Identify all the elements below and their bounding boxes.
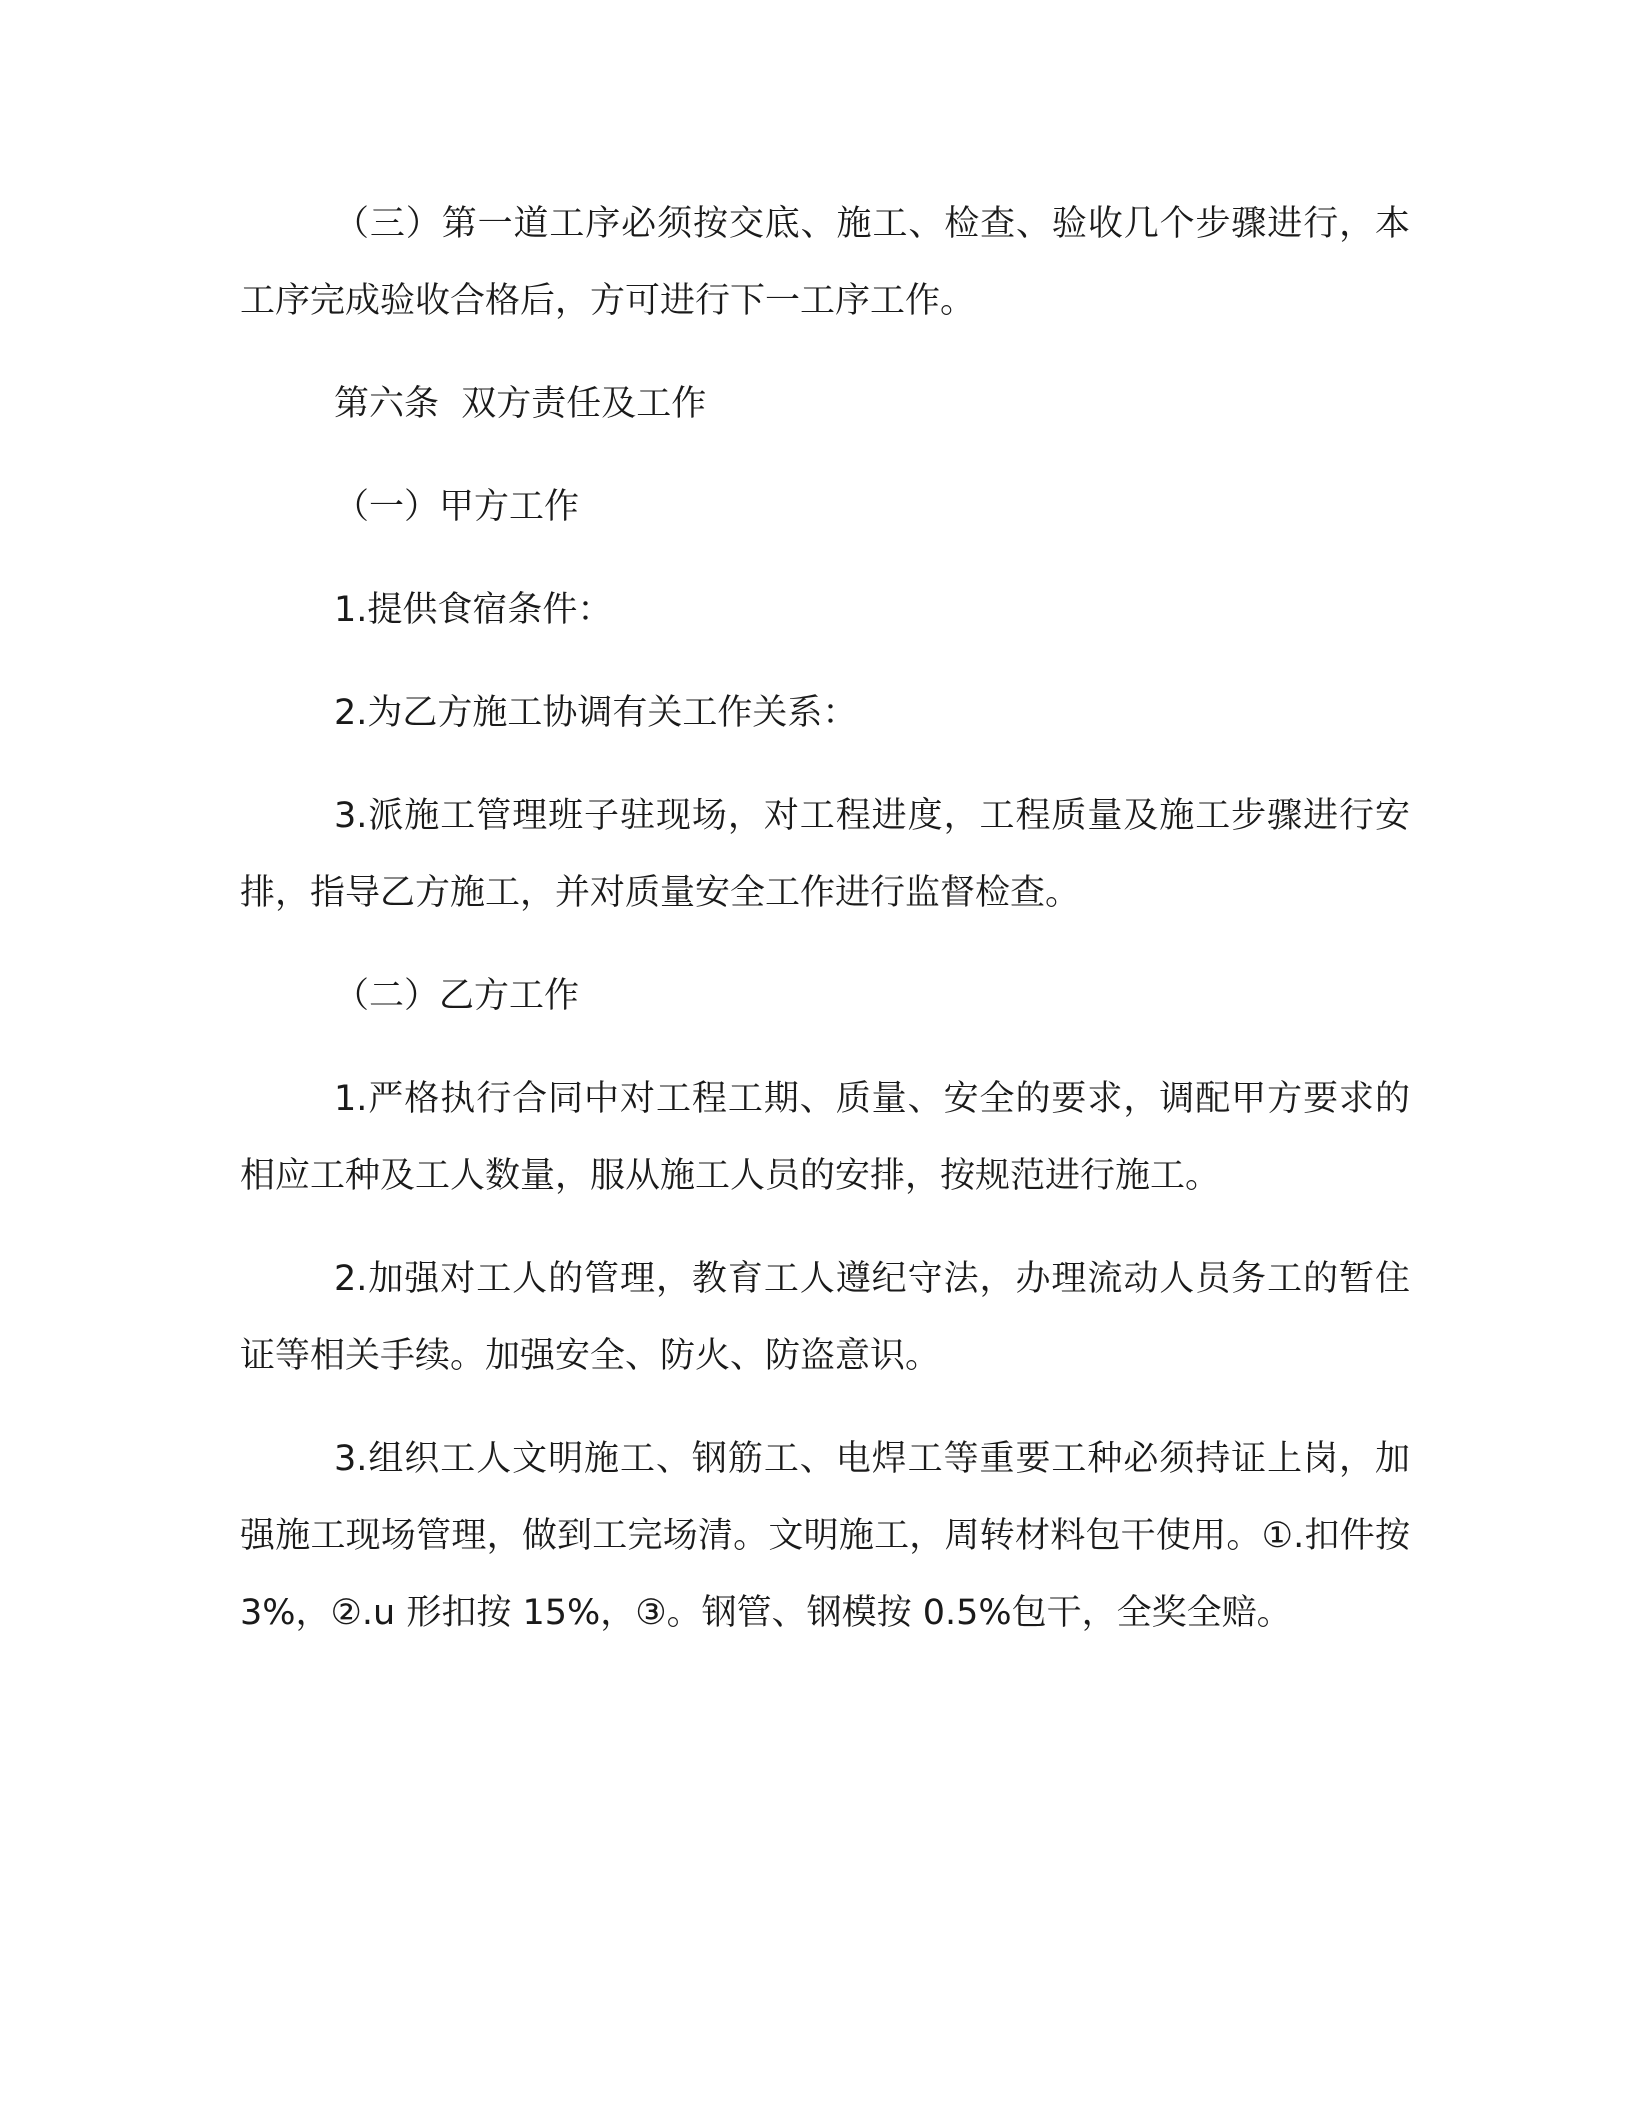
party-b-item-1: 1.严格执行合同中对工程工期、质量、安全的要求，调配甲方要求的相应工种及工人数量，服从施工人员的安排，按规范进行施工。 (240, 1079, 1410, 1196)
party-a-item-2: 2.为乙方施工协调有关工作关系： (334, 693, 858, 733)
party-b-item-2: 2.加强对工人的管理，教育工人遵纪守法，办理流动人员务工的暂住证等相关手续。加强安全、防火、防盗意识。 (240, 1259, 1410, 1376)
paragraph-process-sequence: （三）第一道工序必须按交底、施工、检查、验收几个步骤进行，本工序完成验收合格后，方可进行下一工序工作。 (240, 204, 1410, 321)
party-a-item-1: 1.提供食宿条件： (334, 590, 613, 630)
party-b-work-heading: （二）乙方工作 (334, 976, 580, 1016)
party-b-item-3: 3.组织工人文明施工、钢筋工、电焊工等重要工种必须持证上岗，加强施工现场管理，做到工完场清。文明施工，周转材料包干使用。①.扣件按 3%，②.u 形扣按 15%，③。钢管、钢模按 0.5%包干，全奖全赔。 (240, 1439, 1410, 1633)
document-page (240, 186, 1410, 1678)
article-six-heading: 第六条 双方责任及工作 (334, 384, 707, 424)
party-a-work-heading: （一）甲方工作 (334, 487, 580, 527)
party-a-item-3: 3.派施工管理班子驻现场，对工程进度，工程质量及施工步骤进行安排，指导乙方施工，并对质量安全工作进行监督检查。 (240, 796, 1410, 913)
